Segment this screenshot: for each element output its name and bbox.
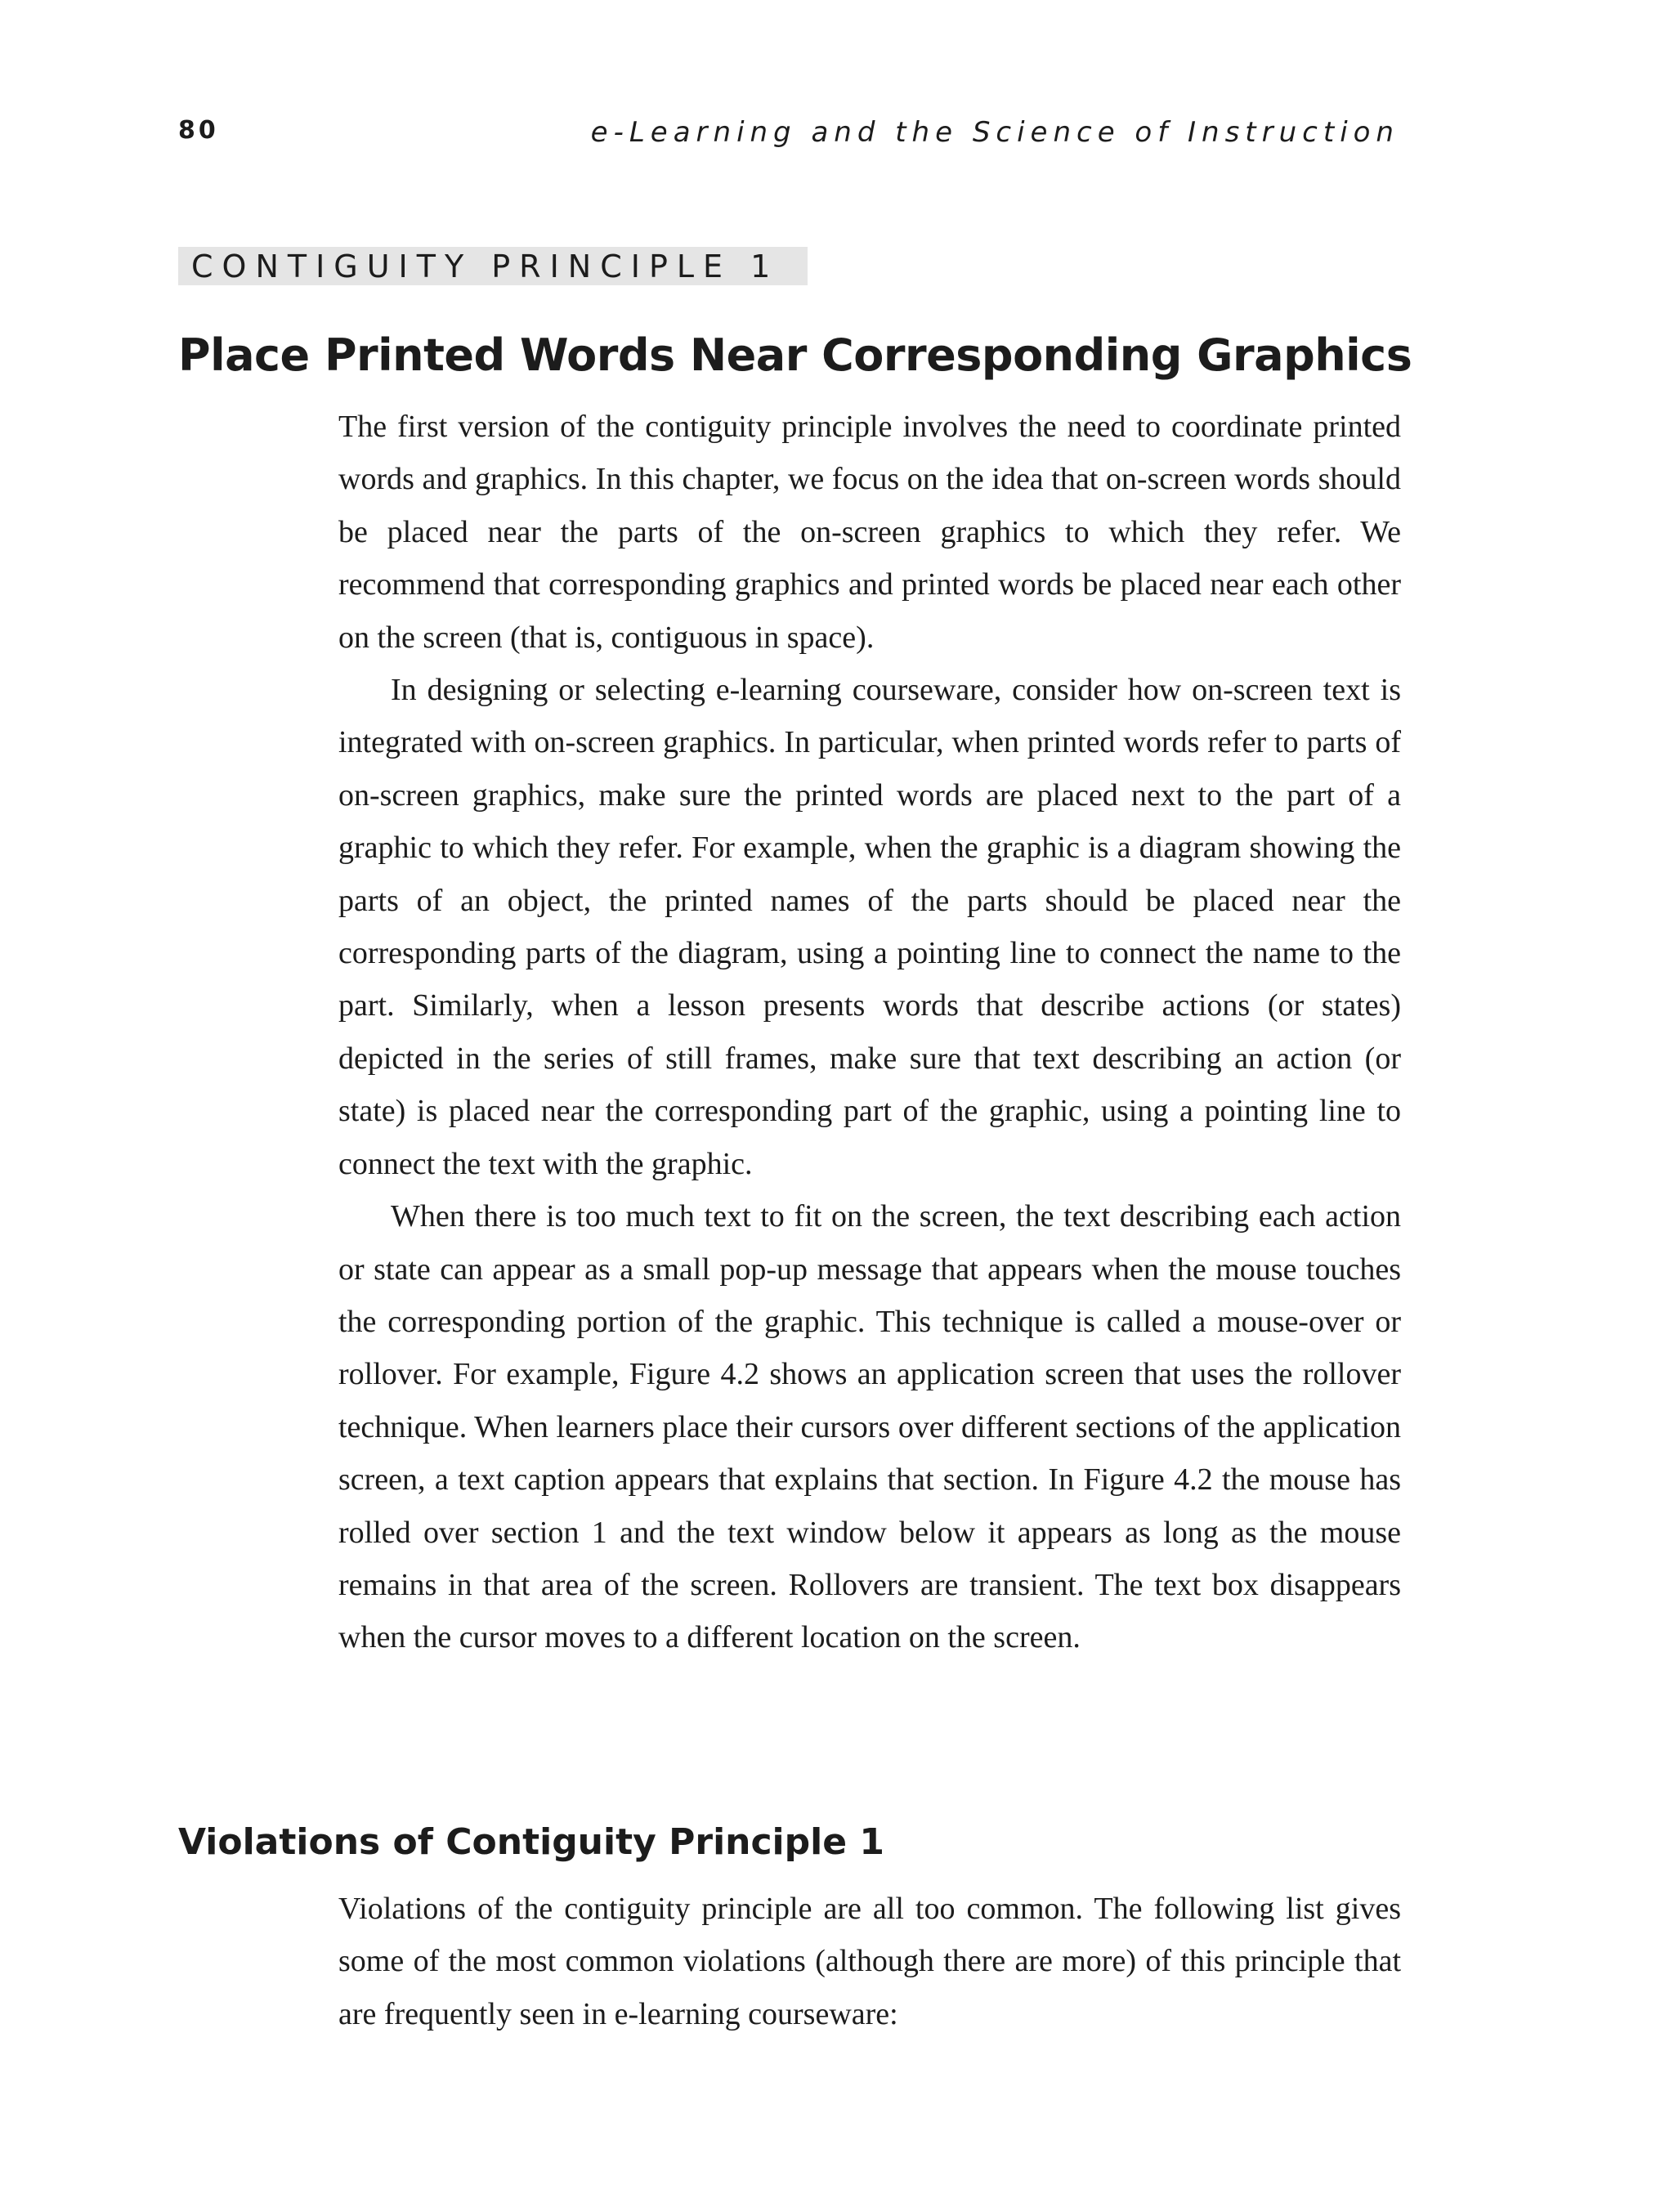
paragraph: The first version of the contiguity principle involves the need to coordinate printed words and graphics. In this chapter, we focus on the idea that on-screen words should be placed near the parts of the on-screen graphics to which they refer. We recommend that corresponding graphics and printed words be placed near each other on the screen (that is, contiguous in space). bbox=[338, 410, 1401, 655]
page-number: 80 bbox=[178, 116, 219, 145]
paragraph: Violations of the contiguity principle are all too common. The following list gives some of the most common violations (although there are more) of this principle that are frequently seen in e-learning courseware: bbox=[338, 1892, 1401, 2031]
section-label: CONTIGUITY PRINCIPLE 1 bbox=[178, 247, 808, 285]
paragraph: When there is too much text to fit on the screen, the text describing each action or state can appear as a small pop-up message that appears when the mouse touches the corresponding portion of the graphic. This technique is called a mouse-over or rollover. For example, Figure 4.2 shows an application screen that uses the rollover technique. When learners place their cursors over different sections of the application screen, a text caption appears that explains that section. In Figure 4.2 the mouse has rolled over section 1 and the text window below it appears as long as the mouse remains in that area of the screen. Rollovers are transient. The text box disappears when the cursor moves to a different location on the screen. bbox=[338, 1199, 1401, 1655]
subsection-heading: Violations of Contiguity Principle 1 bbox=[178, 1821, 884, 1863]
running-title: e-Learning and the Science of Instruction bbox=[590, 116, 1399, 149]
body-text bbox=[338, 401, 1401, 1664]
section-heading: Place Printed Words Near Corresponding Graphics bbox=[178, 329, 1412, 381]
paragraph: In designing or selecting e-learning courseware, consider how on-screen text is integrated with on-screen graphics. In particular, when printed words refer to parts of on-screen graphics, make sure the printed words are placed next to the part of a graphic to which they refer. For example, when the graphic is a diagram showing the parts of an object, the printed names of the parts should be placed near the corresponding parts of the diagram, using a pointing line to connect the name to the part. Similarly, when a lesson presents words that describe actions (or states) depicted in the series of still frames, make sure that text describing an action (or state) is placed near the corresponding part of the graphic, using a pointing line to connect the text with the graphic. bbox=[338, 673, 1401, 1181]
body-text bbox=[338, 1883, 1401, 2040]
running-head bbox=[178, 116, 1399, 157]
